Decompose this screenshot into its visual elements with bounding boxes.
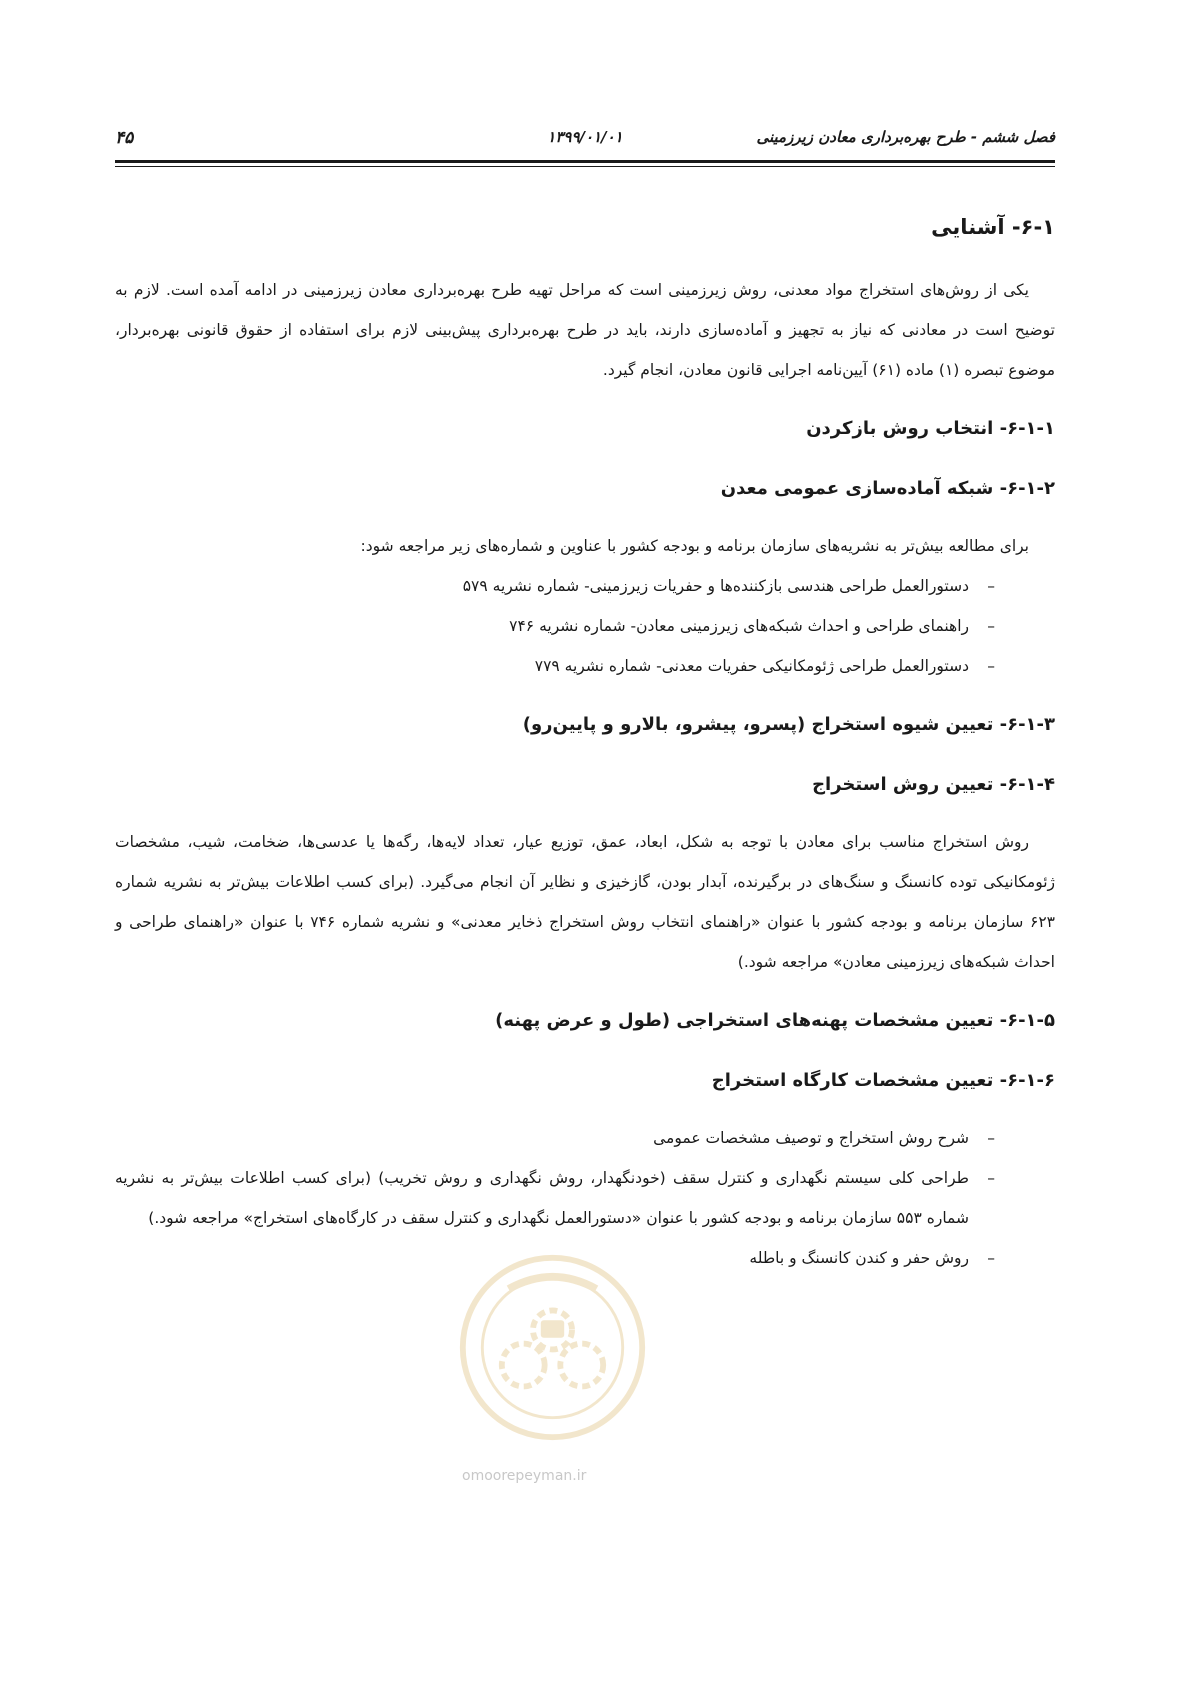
section-heading-6-1-5: ۶-۱-۵- تعیین مشخصات پهنه‌های استخراجی (طول و عرض پهنه)	[495, 1010, 1055, 1031]
watermark-seal-icon	[455, 1250, 650, 1445]
dash-marker: –	[987, 657, 995, 675]
section-heading-6-1-2: ۶-۱-۲- شبکه آماده‌سازی عمومی معدن	[720, 478, 1055, 499]
publications-intro: برای مطالعه بیش‌تر به نشریه‌های سازمان برنامه و بودجه کشور با عناوین و شماره‌های زیر مراجعه شود:	[360, 537, 1029, 555]
dash-marker: –	[987, 1169, 995, 1187]
list-item: – شرح روش استخراج و توصیف مشخصات عمومی	[115, 1118, 995, 1158]
page-number: ۴۵	[115, 128, 134, 148]
section-heading-6-1-4: ۶-۱-۴- تعیین روش استخراج	[812, 774, 1055, 795]
header-rule-thin	[115, 166, 1055, 167]
header-rule-thick	[115, 160, 1055, 163]
watermark-url: omoorepeyman.ir	[462, 1468, 587, 1484]
chapter-title: فصل ششم - طرح بهره‌برداری معادن زیرزمینی	[756, 128, 1055, 146]
section-heading-6-1-6: ۶-۱-۶- تعیین مشخصات کارگاه استخراج	[711, 1070, 1055, 1091]
mining-method-paragraph: روش استخراج مناسب برای معادن با توجه به شکل، ابعاد، عمق، توزیع عیار، تعداد لایه‌ها، رگه‌ها یا عدسی‌ها، ضخامت، شیب، مشخصات ژئومکانیکی توده کانسنگ و سنگ‌های در برگیرنده، آبدار بودن، گازخیزی و نظایر آن انجام می‌گیرد. (برای کسب اطلاعات بیش‌تر به نشریه شماره ۶۲۳ سازمان برنامه و بودجه کشور با عنوان «راهنمای انتخاب روش استخراج ذخایر معدنی» و نشریه شماره ۷۴۶ با عنوان «راهنمای طراحی و احداث شبکه‌های زیرزمینی معادن» مراجعه شود.)	[115, 833, 1055, 971]
dash-marker: –	[987, 577, 995, 595]
publications-list	[115, 566, 1055, 686]
intro-paragraph: یکی از روش‌های استخراج مواد معدنی، روش زیرزمینی است که مراحل تهیه طرح بهره‌برداری معادن زیرزمینی در ادامه آمده است. لازم به توضیح است در معادنی که نیاز به تجهیز و آماده‌سازی دارند، باید در طرح بهره‌برداری پیش‌بینی لازم برای استفاده از حقوق قانونی بهره‌بردار، موضوع تبصره (۱) ماده (۶۱) آیین‌نامه اجرایی قانون معادن، انجام گیرد.	[115, 281, 1055, 379]
list-item: – راهنمای طراحی و احداث شبکه‌های زیرزمینی معادن- شماره نشریه ۷۴۶	[115, 606, 995, 646]
running-header	[115, 128, 1055, 152]
dash-marker: –	[987, 1249, 995, 1267]
dash-marker: –	[987, 1129, 995, 1147]
section-heading-6-1: ۶-۱- آشنایی	[931, 215, 1055, 239]
list-item: – روش حفر و کندن کانسنگ و باطله	[115, 1238, 995, 1278]
section-heading-6-1-1: ۶-۱-۱- انتخاب روش بازکردن	[806, 418, 1055, 439]
dash-marker: –	[987, 617, 995, 635]
list-item: – دستورالعمل طراحی ژئومکانیکی حفریات معدنی- شماره نشریه ۷۷۹	[115, 646, 995, 686]
header-date: ۱۳۹۹/۰۱/۰۱	[547, 128, 623, 146]
section-heading-6-1-3: ۶-۱-۳- تعیین شیوه استخراج (پسرو، پیشرو، بالارو و پایین‌رو)	[522, 714, 1055, 735]
page-content	[115, 212, 1055, 1278]
list-item: – طراحی کلی سیستم نگهداری و کنترل سقف (خودنگهدار، روش نگهداری و روش تخریب) (برای کسب اطلاعات بیش‌تر به نشریه شماره ۵۵۳ سازمان برنامه و بودجه کشور با عنوان «دستورالعمل نگهداری و کنترل سقف در کارگاه‌های استخراج» مراجعه شود.)	[115, 1158, 995, 1238]
list-item: – دستورالعمل طراحی هندسی بازکننده‌ها و حفریات زیرزمینی- شماره نشریه ۵۷۹	[115, 566, 995, 606]
